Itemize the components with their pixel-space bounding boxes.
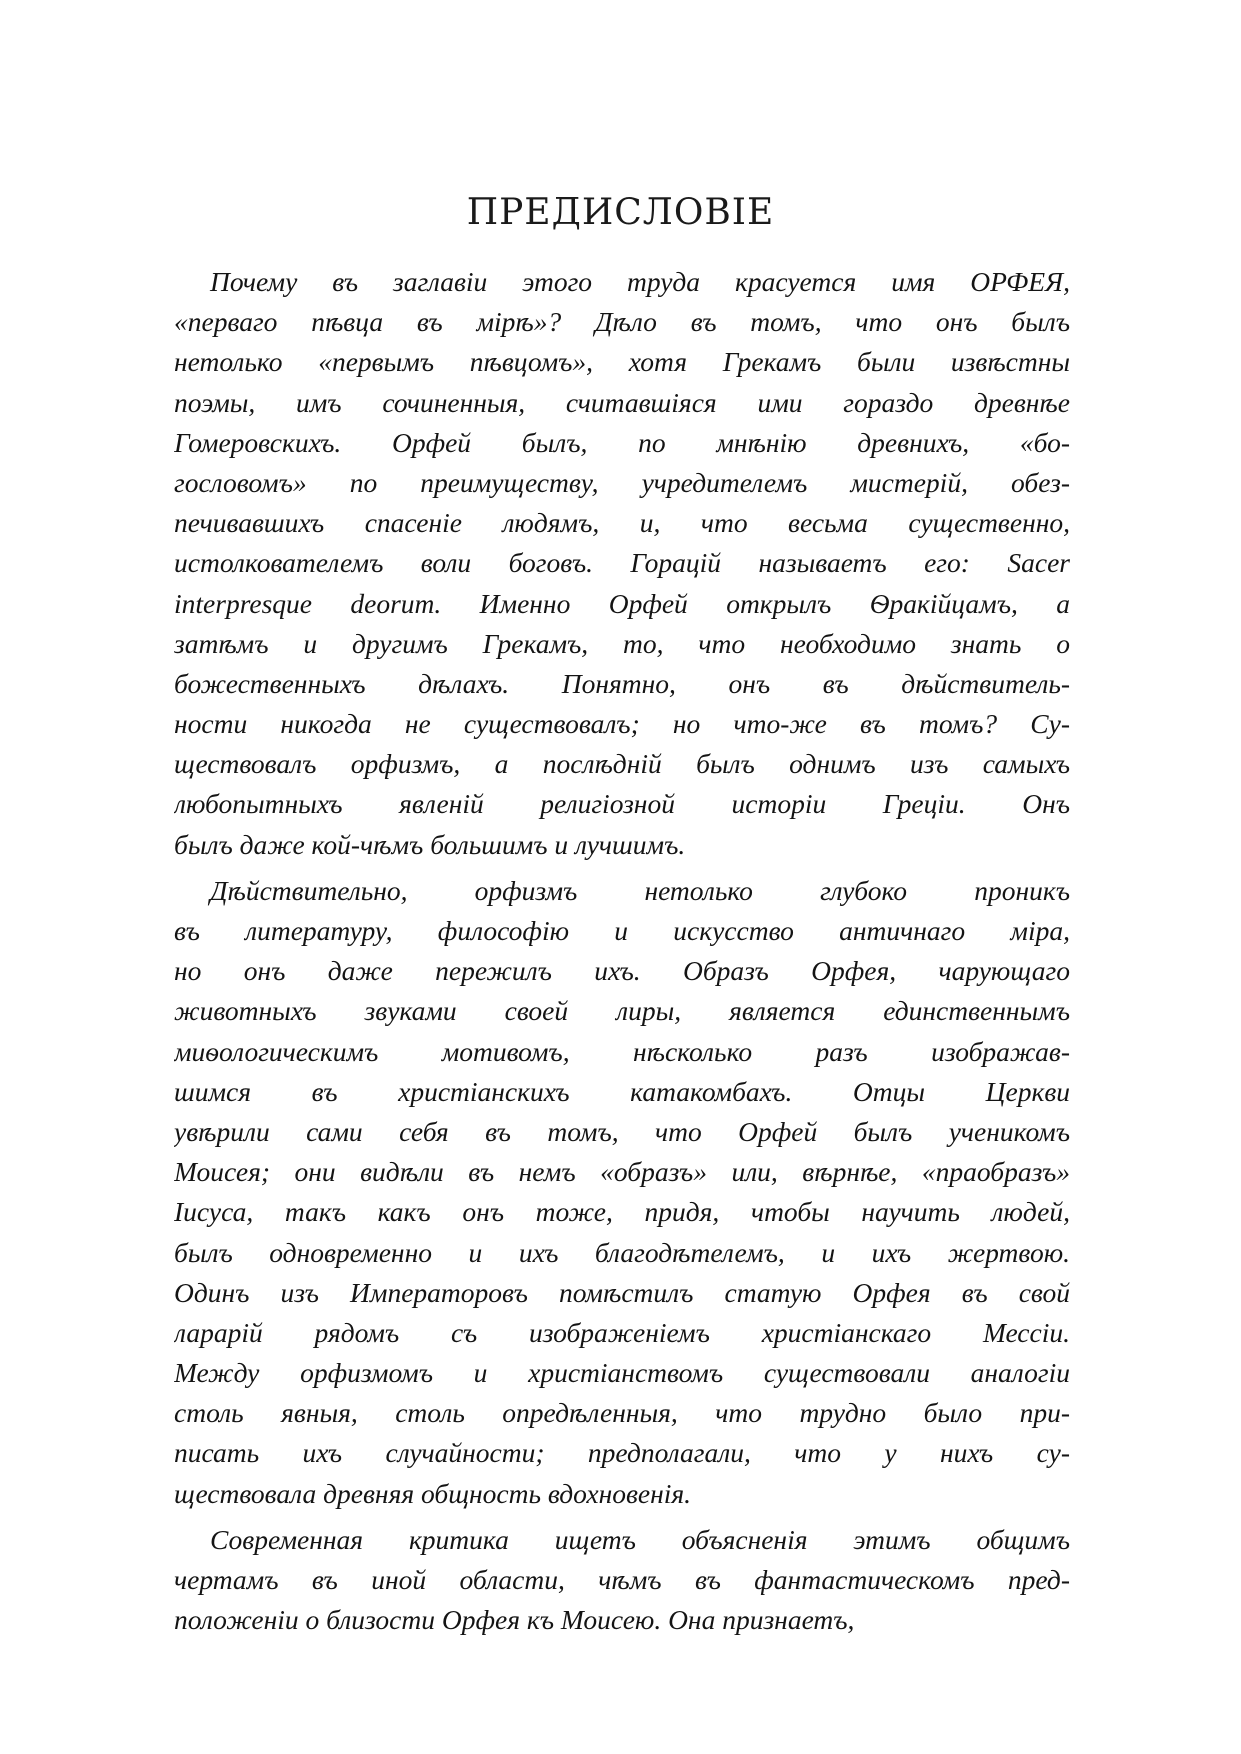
text-line: interpresque deorum. Именно Орфей открылъ Ѳракiйцамъ, а bbox=[174, 587, 1070, 619]
text-line: былъ одновременно и ихъ благодѣтелемъ, и ихъ жертвою. bbox=[174, 1236, 1070, 1268]
text-line: Гомеровскихъ. Орфей былъ, по мнѣнiю древнихъ, «бо- bbox=[174, 426, 1070, 458]
paragraph bbox=[174, 262, 1070, 865]
text-line: ществовалъ орфизмъ, а послѣднiй былъ однимъ изъ самыхъ bbox=[174, 748, 1070, 780]
text-line: ществовала древняя общность вдохновенiя. bbox=[174, 1477, 692, 1509]
text-line: «перваго пѣвца въ мiрѣ»? Дѣло въ томъ, что онъ былъ bbox=[174, 306, 1070, 338]
text-line: положенiи о близости Орфея къ Моисею. Она признаетъ, bbox=[174, 1604, 855, 1636]
text-line: затѣмъ и другимъ Грекамъ, то, что необходимо знать о bbox=[174, 627, 1070, 659]
text-line: ности никогда не существовалъ; но что-же въ томъ? Су- bbox=[174, 708, 1070, 740]
text-line: Современная критика ищетъ объясненiя этимъ общимъ bbox=[210, 1523, 1070, 1555]
text-line: поэмы, имъ сочиненныя, считавшiяся ими гораздо древнѣе bbox=[174, 386, 1070, 418]
paragraph bbox=[174, 871, 1070, 1514]
text-line: печивавшихъ спасенiе людямъ, и, что весьма существенно, bbox=[174, 507, 1070, 539]
text-line: истолкователемъ воли боговъ. Горацiй называетъ его: Sacer bbox=[174, 547, 1070, 579]
text-line: въ литературу, философiю и искусство античнаго мiра, bbox=[174, 915, 1070, 946]
text-line: но онъ даже пережилъ ихъ. Образъ Орфея, чарующаго bbox=[174, 955, 1070, 987]
text-line: столь явныя, столь опредѣленныя, что трудно было при- bbox=[174, 1397, 1070, 1429]
text-line: ларарiй рядомъ съ изображенiемъ христiанскаго Мессiи. bbox=[174, 1316, 1070, 1348]
text-line: писать ихъ случайности; предполагали, что у нихъ су- bbox=[174, 1437, 1070, 1469]
text-line: былъ даже кой-чѣмъ большимъ и лучшимъ. bbox=[174, 828, 686, 860]
paragraph bbox=[174, 1520, 1070, 1641]
text-line: шимся въ христiанскихъ катакомбахъ. Отцы Церкви bbox=[174, 1075, 1070, 1107]
preface-body bbox=[174, 262, 1070, 1640]
text-line: божественныхъ дѣлахъ. Понятно, онъ въ дѣйствитель- bbox=[174, 667, 1070, 699]
text-line: Почему въ заглавiи этого труда красуется имя ОРФЕЯ, bbox=[210, 266, 1070, 297]
text-line: Между орфизмомъ и христiанствомъ существовали аналогiи bbox=[174, 1357, 1070, 1389]
page-title: ПРЕДИСЛОВIЕ bbox=[466, 192, 775, 233]
text-line: Одинъ изъ Императоровъ помѣстилъ статую Орфея въ свой bbox=[174, 1276, 1070, 1308]
text-line: Моисея; они видѣли въ немъ «образъ» или, вѣрнѣе, «праобразъ» bbox=[174, 1156, 1070, 1188]
text-line: чертамъ въ иной области, чѣмъ въ фантастическомъ пред- bbox=[174, 1564, 1070, 1595]
text-line: гословомъ» по преимуществу, учредителемъ мистерiй, обез- bbox=[174, 466, 1070, 498]
text-line: нетолько «первымъ пѣвцомъ», хотя Грекамъ были извѣстны bbox=[174, 346, 1070, 378]
text-line: увѣрили сами себя въ томъ, что Орфей былъ ученикомъ bbox=[174, 1115, 1070, 1147]
text-line: миѳологическимъ мотивомъ, нѣсколько разъ изображав- bbox=[174, 1035, 1070, 1067]
text-line: любопытныхъ явленiй религiозной исторiи Грецiи. Онъ bbox=[174, 788, 1070, 820]
text-line: Iисуса, такъ какъ онъ тоже, придя, чтобы научить людей, bbox=[174, 1196, 1070, 1228]
text-line: Дѣйствительно, орфизмъ нетолько глубоко проникъ bbox=[210, 874, 1070, 906]
text-line: животныхъ звуками своей лиры, является единственнымъ bbox=[174, 995, 1070, 1027]
